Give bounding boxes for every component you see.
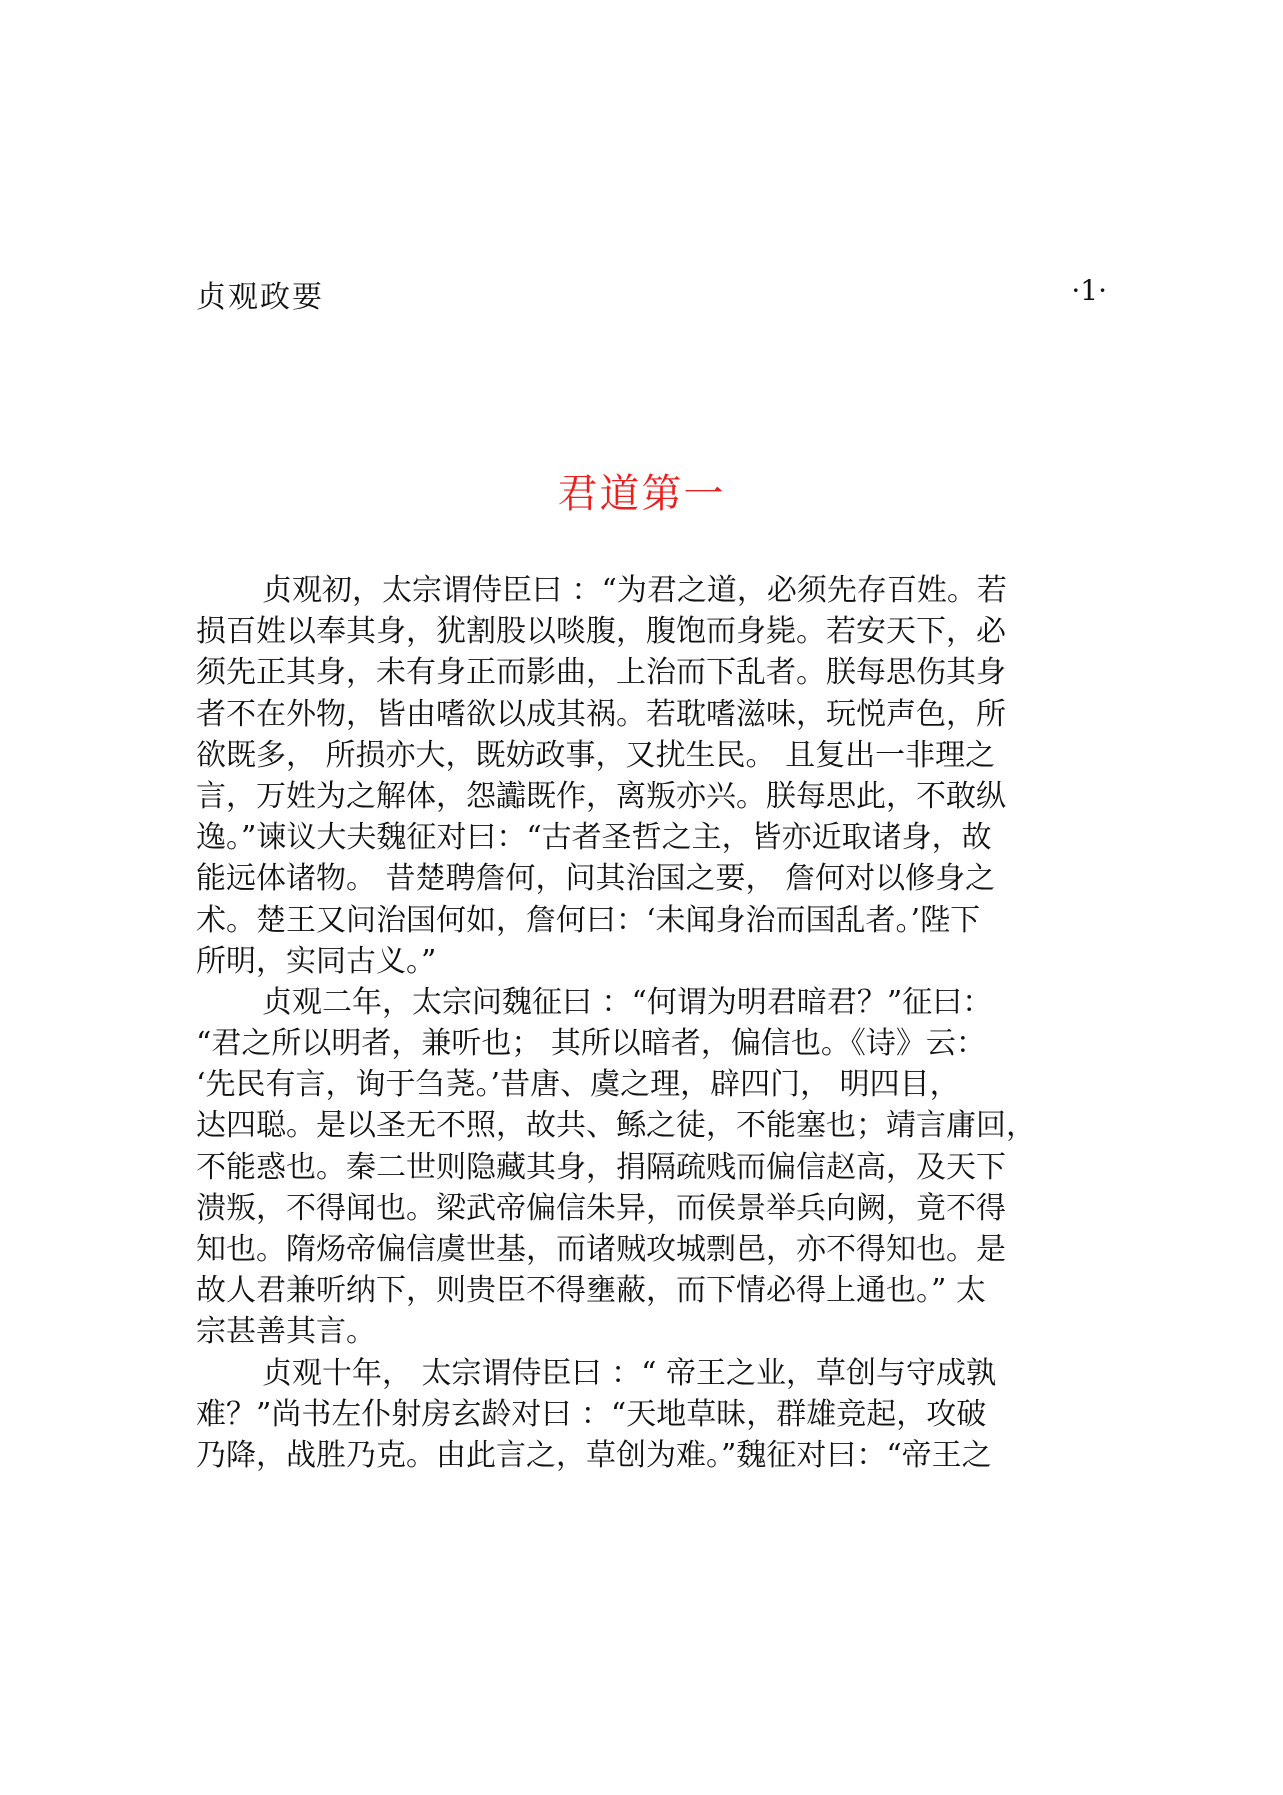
text-line: 知也。隋炀帝偏信虞世基，而诸贼攻城剽邑，亦不得知也。是 [196,1232,1006,1267]
text-line: 须先正其身，未有身正而影曲，上治而下乱者。朕每思伤其身 [196,655,1006,691]
text-line: 贞观初，太宗谓侍臣曰 ：“为君之道，必须先存百姓。若 [262,573,1007,608]
page-number: ·1· [1071,274,1107,307]
text-line: 欲既多， 所损亦大，既妨政事，又扰生民。 且复出一非理之 [196,737,996,773]
text-line: 溃叛，不得闻也。梁武帝偏信朱异，而侯景举兵向阙，竟不得 [196,1190,1006,1226]
chapter-title: 君道第一 [557,471,726,517]
text-line: 能远体诸物。 昔楚聘詹何，问其治国之要， 詹何对以修身之 [196,861,996,897]
text-line: 言，万姓为之解体，怨讟既作，离叛亦兴。朕每思此，不敢纵 [196,778,1006,814]
text-line: 逸。”谏议大夫魏征对曰：“古者圣哲之主，皆亦近取诸身，故 [196,820,992,856]
text-line: ‘先民有言，询于刍荛。’昔唐、虞之理，辟四门， 明四目， [196,1067,960,1103]
text-line: 宗甚善其言。 [196,1314,376,1350]
running-head-title: 贞观政要 [196,280,324,315]
text-line: 乃降，战胜乃克。由此言之，草创为难。”魏征对曰：“帝王之 [196,1437,992,1473]
text-line: “君之所以明者，兼听也； 其所以暗者，偏信也。《诗》云： [196,1026,986,1062]
text-line: 者不在外物，皆由嗜欲以成其祸。若耽嗜滋味，玩悦声色，所 [196,696,1006,732]
body-text [196,570,1096,1476]
text-line: 术。楚王又问治国何如，詹何曰：‘未闻身治而国乱者。’陛下 [196,902,981,938]
text-line: 达四聪。是以圣无不照，故共、鲧之徒，不能塞也；靖言庸回， [196,1108,1036,1144]
text-line: 故人君兼听纳下，则贵臣不得壅蔽，而下情必得上通也。” 太 [196,1273,986,1309]
text-line: 所明，实同古义。” [196,943,437,979]
text-line: 难？”尚书左仆射房玄龄对曰 ：“天地草昧，群雄竞起，攻破 [196,1396,987,1432]
text-line: 贞观十年， 太宗谓侍臣曰 ：“ 帝王之业，草创与守成孰 [262,1355,996,1391]
text-line: 损百姓以奉其身，犹割股以啖腹，腹饱而身毙。若安天下，必 [196,614,1006,650]
text-line: 不能惑也。秦二世则隐藏其身，捐隔疏贱而偏信赵高，及天下 [196,1149,1006,1185]
text-line: 贞观二年，太宗问魏征曰 ：“何谓为明君暗君？”征曰： [262,984,993,1020]
